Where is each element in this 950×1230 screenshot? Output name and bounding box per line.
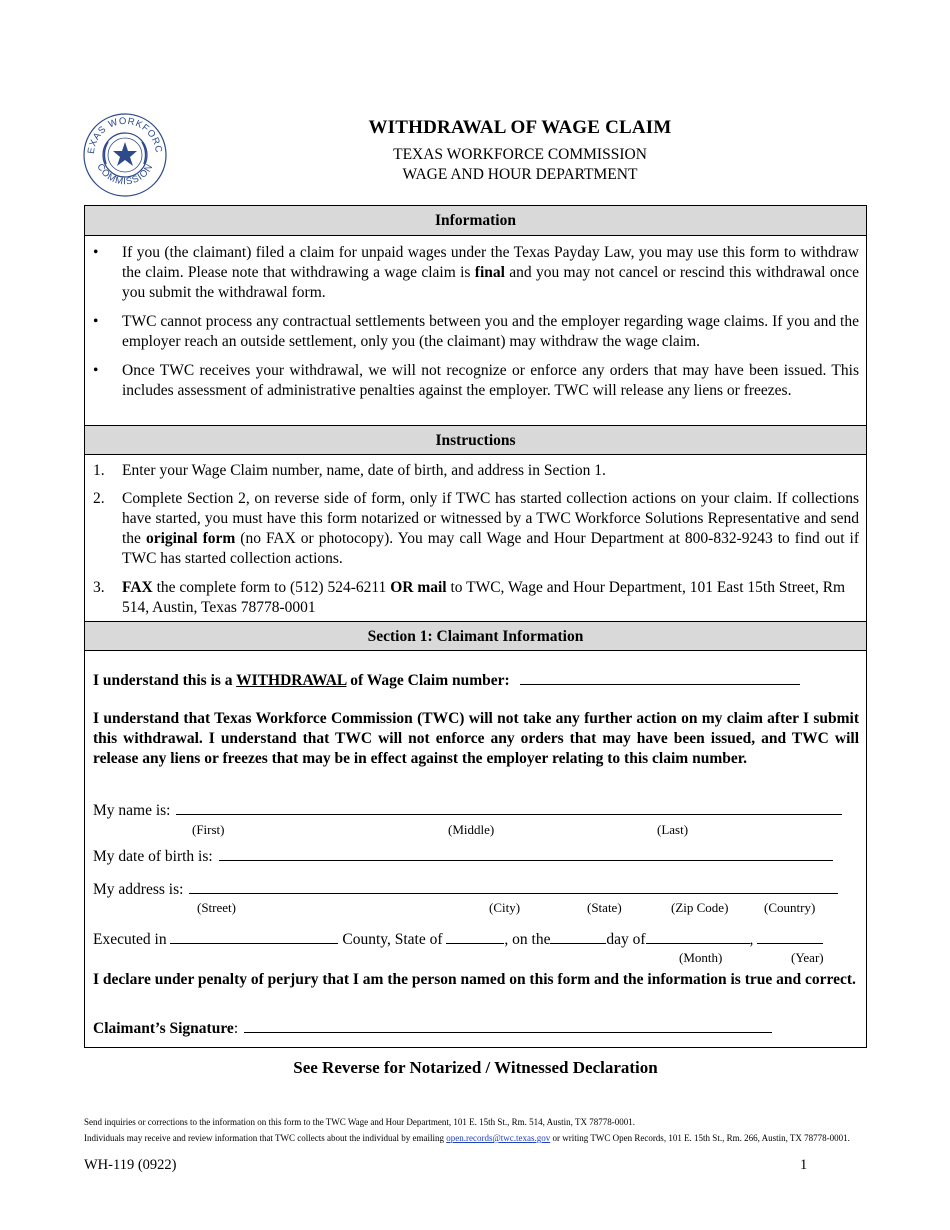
section1-heading: Section 1: Claimant Information bbox=[85, 621, 866, 651]
wage-claim-number-field[interactable] bbox=[520, 671, 800, 685]
withdrawal-claim-number-row bbox=[93, 671, 859, 691]
comma: , bbox=[749, 931, 754, 948]
executed-in-label: Executed in bbox=[93, 931, 167, 948]
signature-row bbox=[93, 1019, 859, 1039]
instruction-3-text-b: to TWC, Wage and Hour Department, 101 East 15th Street, Rm 514, Austin, Texas 78778-0001 bbox=[122, 579, 846, 616]
address-row bbox=[93, 880, 859, 900]
info-bullet-3-text: Once TWC receives your withdrawal, we will not recognize or enforce any orders that may have been issued. This includes assessment of administrative penalties against the employer. TWC will release any liens or freezes. bbox=[122, 362, 859, 399]
footer-open-records-text-a: Individuals may receive and review information that TWC collects about the individual by emailing bbox=[84, 1133, 447, 1143]
instruction-3-or-mail: OR mail bbox=[390, 579, 447, 596]
form-number: WH-119 (0922) bbox=[84, 1157, 177, 1173]
executed-state-field[interactable] bbox=[446, 930, 504, 944]
executed-county-field[interactable] bbox=[170, 930, 338, 944]
agency-name: TEXAS WORKFORCE COMMISSION bbox=[393, 146, 647, 163]
department-name: WAGE AND HOUR DEPARTMENT bbox=[402, 166, 638, 183]
reverse-note: See Reverse for Notarized / Witnessed Declaration bbox=[293, 1058, 658, 1077]
claimant-signature-field[interactable] bbox=[244, 1019, 772, 1033]
name-label: My name is: bbox=[93, 802, 171, 819]
form-title: WITHDRAWAL OF WAGE CLAIM bbox=[368, 117, 672, 138]
instruction-number: 2. bbox=[93, 490, 105, 507]
year-hint: (Year) bbox=[791, 950, 824, 965]
executed-month-field[interactable] bbox=[646, 930, 750, 944]
executed-year-field[interactable] bbox=[757, 930, 823, 944]
instruction-1 bbox=[93, 461, 859, 481]
bullet-icon: • bbox=[93, 362, 99, 379]
zip-code-hint: (Zip Code) bbox=[671, 900, 729, 915]
middle-hint: (Middle) bbox=[448, 822, 495, 837]
executed-row bbox=[93, 930, 859, 950]
form-frame bbox=[84, 205, 867, 1048]
instruction-number: 1. bbox=[93, 462, 105, 479]
withdrawal-word: WITHDRAWAL bbox=[236, 672, 347, 689]
instruction-1-text: Enter your Wage Claim number, name, date of birth, and address in Section 1. bbox=[122, 462, 606, 479]
instruction-2-text-b: (no FAX or photocopy). You may call Wage and Hour Department at 800-832-9243 to find out if TWC has started collection actions. bbox=[122, 530, 860, 567]
bullet-icon: • bbox=[93, 244, 99, 261]
name-field[interactable] bbox=[176, 801, 842, 815]
info-bullet-2-text: TWC cannot process any contractual settlements between you and the employer regarding wage claims. If you and the employer reach an outside settlement, only you (the claimant) may withdraw the wage claim. bbox=[122, 313, 859, 350]
instruction-2-original-form: original form bbox=[145, 530, 236, 547]
footer-open-records bbox=[84, 1133, 867, 1144]
month-hint: (Month) bbox=[679, 950, 723, 965]
address-label: My address is: bbox=[93, 881, 184, 898]
date-of-birth-field[interactable] bbox=[219, 847, 833, 861]
info-bullet-1-final: final bbox=[474, 264, 505, 281]
instruction-3 bbox=[93, 578, 859, 618]
executed-day-field[interactable] bbox=[550, 930, 606, 944]
seal-text-bottom: COMMISSION bbox=[94, 161, 156, 188]
country-hint: (Country) bbox=[764, 900, 816, 915]
footer-inquiries: Send inquiries or corrections to the information on this form to the TWC Wage and Hour Department, 101 E. 15th St., Rm. 514, Austin, TX 78778-0001. bbox=[84, 1117, 635, 1127]
instruction-number: 3. bbox=[93, 579, 105, 596]
dob-row bbox=[93, 847, 859, 867]
info-bullet-1-text-b: and you may not cancel or rescind this withdrawal once you submit the withdrawal form. bbox=[122, 264, 859, 301]
instruction-2 bbox=[93, 489, 859, 569]
seal-text-top: EXAS WORKFORC bbox=[85, 115, 165, 155]
footer-open-records-text-b: or writing TWC Open Records, 101 E. 15th St., Rm. 266, Austin, TX 78778-0001. bbox=[550, 1133, 850, 1143]
county-state-label: County, State of bbox=[342, 931, 443, 948]
first-hint: (First) bbox=[192, 822, 225, 837]
info-bullet-3 bbox=[93, 361, 859, 401]
perjury-declaration: I declare under penalty of perjury that I am the person named on this form and the information is true and correct. bbox=[93, 971, 856, 988]
street-hint: (Street) bbox=[197, 900, 236, 915]
dob-label: My date of birth is: bbox=[93, 848, 213, 865]
info-bullet-1-text-a: If you (the claimant) filed a claim for unpaid wages under the Texas Payday Law, you may use this form to withdraw the claim. Please note that withdrawing a wage claim is bbox=[122, 244, 859, 281]
bullet-icon: • bbox=[93, 313, 99, 330]
day-of-label: day of bbox=[606, 931, 646, 948]
instruction-3-fax: FAX bbox=[122, 579, 153, 596]
address-field[interactable] bbox=[189, 880, 838, 894]
instructions-heading: Instructions bbox=[85, 425, 866, 455]
on-the-label: , on the bbox=[504, 931, 551, 948]
last-hint: (Last) bbox=[657, 822, 689, 837]
city-hint: (City) bbox=[489, 900, 521, 915]
name-row bbox=[93, 801, 859, 821]
twc-seal-icon bbox=[82, 112, 168, 198]
understand-text-a: I understand this is a bbox=[93, 672, 237, 689]
svg-text:COMMISSION bbox=[94, 162, 155, 188]
state-hint: (State) bbox=[587, 900, 622, 915]
instruction-2-text-a: Complete Section 2, on reverse side of form, only if TWC has started collection actions on your claim. If collections have started, you must have this form notarized or witnessed by a TWC Workforce Solutions Representative and send the bbox=[122, 490, 859, 547]
information-heading: Information bbox=[85, 206, 866, 236]
instruction-3-text-a: the complete form to (512) 524-6211 bbox=[152, 579, 391, 596]
withdrawal-statement: I understand that Texas Workforce Commission (TWC) will not take any further action on my claim after I submit this withdrawal. I understand that TWC will not enforce any orders that may have been issued, and TWC will release any liens or freezes that may be in effect against the employer relating to this claim number. bbox=[93, 710, 859, 767]
signature-label: Claimant’s Signature bbox=[93, 1020, 234, 1037]
understand-text-b: of Wage Claim number: bbox=[346, 672, 510, 689]
page-number: 1 bbox=[800, 1157, 808, 1173]
signature-colon: : bbox=[233, 1020, 239, 1037]
info-bullet-1 bbox=[93, 243, 859, 303]
info-bullet-2 bbox=[93, 312, 859, 352]
open-records-email-link[interactable]: open.records@twc.texas.gov bbox=[446, 1133, 551, 1143]
